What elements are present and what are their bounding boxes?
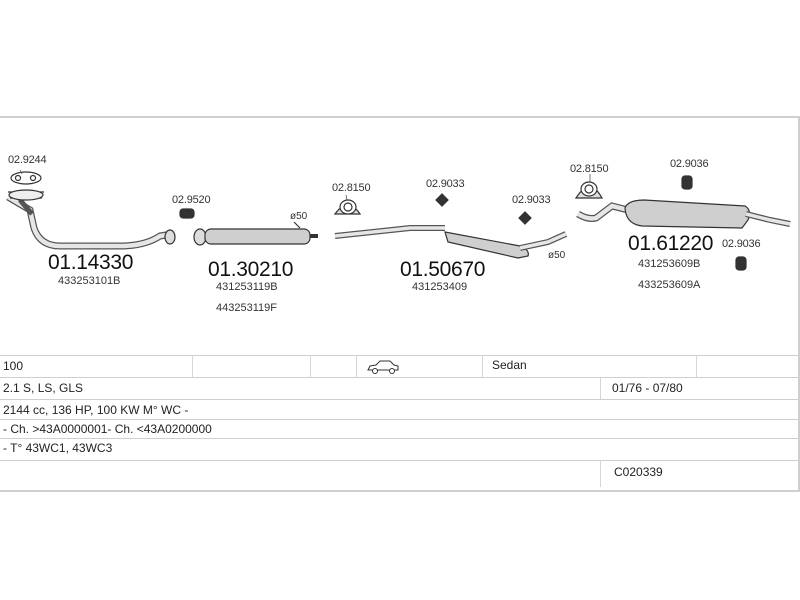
middle-silencer-oe-1: 431253119B — [216, 281, 278, 293]
gasket-number: 02.9244 — [8, 154, 47, 166]
intermediate-silencer-number: 01.50670 — [400, 258, 486, 281]
mount-number: 02.8150 — [332, 182, 371, 194]
front-pipe-oe: 433253101B — [58, 275, 121, 287]
rear-silencer-oe-1: 431253609B — [638, 258, 701, 270]
middle-silencer — [194, 222, 318, 245]
middle-silencer-oe-2: 443253119F — [216, 302, 277, 314]
code-cell: C020339 — [614, 465, 663, 479]
rear-silencer — [578, 200, 790, 228]
intermediate-silencer-oe: 431253409 — [412, 281, 468, 293]
front-pipe-number: 01.14330 — [48, 251, 134, 274]
sedan-car-icon — [366, 360, 400, 377]
table-row — [0, 438, 798, 461]
rear-mount-number: 02.8150 — [570, 163, 609, 175]
mount-icon — [335, 200, 360, 214]
pipe-diameter: ø50 — [290, 211, 308, 222]
engine-cell: 2.1 S, LS, GLS — [3, 381, 84, 395]
middle-silencer-number: 01.30210 — [208, 258, 294, 281]
rear-rubber-number-2: 02.9036 — [722, 238, 761, 250]
table-row — [0, 399, 798, 420]
years-cell: 01/76 - 07/80 — [612, 381, 683, 395]
intermediate-silencer — [335, 228, 566, 258]
table-row — [0, 419, 798, 439]
mount-icon-rear — [576, 182, 602, 198]
type-cell: - T° 43WC1, 43WC3 — [3, 441, 113, 455]
rubber-number-2: 02.9033 — [512, 194, 551, 206]
spec-cell: 2144 cc, 136 HP, 100 KW M° WC - — [3, 403, 189, 417]
model-cell: 100 — [3, 359, 24, 373]
rear-silencer-oe-2: 433253609A — [638, 279, 701, 291]
table-row — [0, 355, 798, 378]
rear-rubber-number-1: 02.9036 — [670, 158, 709, 170]
rubber-number-1: 02.9033 — [426, 178, 465, 190]
chassis-cell: - Ch. >43A0000001- Ch. <43A0200000 — [3, 422, 212, 436]
pipe-diameter-2: ø50 — [548, 250, 566, 261]
rear-silencer-number: 01.61220 — [628, 232, 714, 255]
gasket-icon — [8, 172, 44, 200]
body-type-cell: Sedan — [492, 358, 527, 372]
table-row — [0, 460, 798, 487]
front-pipe — [8, 197, 175, 246]
clamp-icon — [180, 209, 194, 218]
table-row — [0, 377, 798, 400]
clamp-number: 02.9520 — [172, 194, 211, 206]
